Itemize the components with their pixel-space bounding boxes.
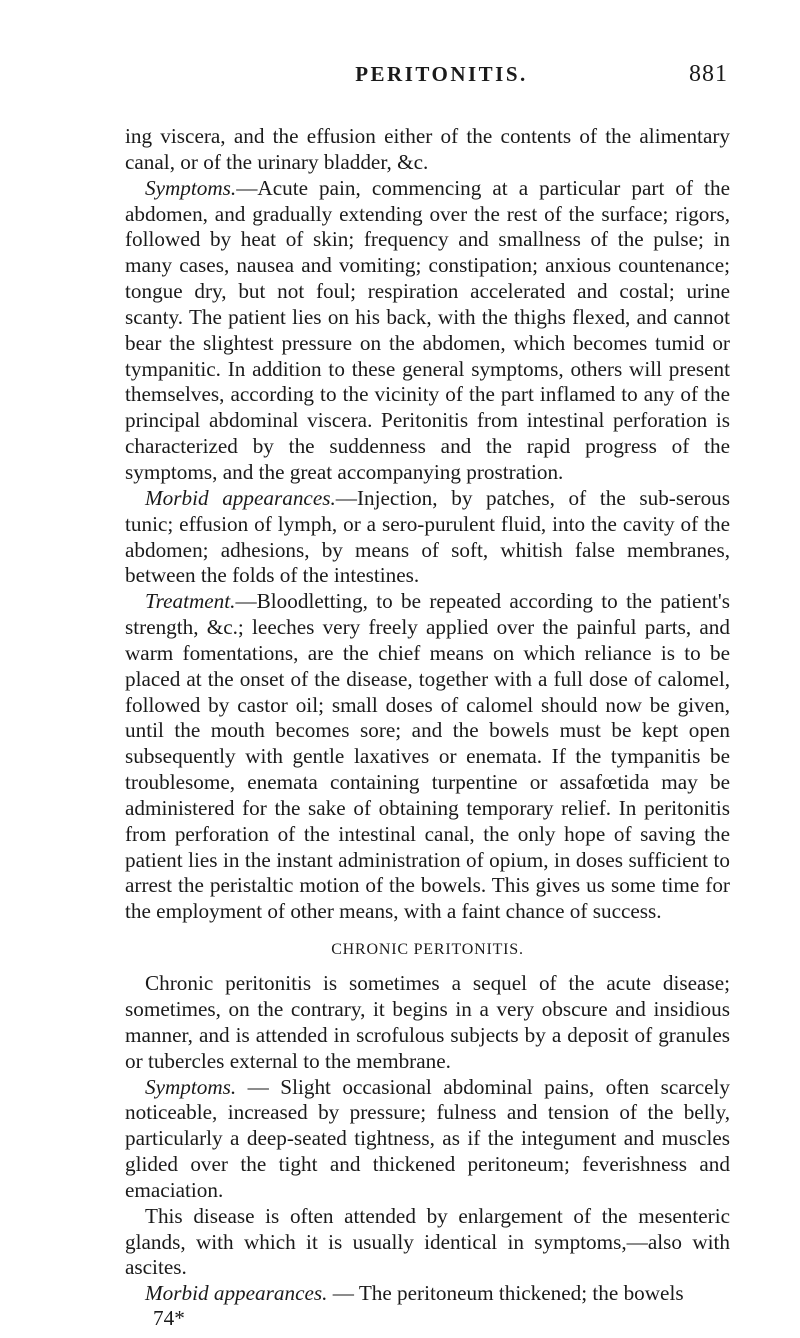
- acute-symptoms-label: Symptoms.: [145, 175, 237, 200]
- chronic-intro-text: Chronic peritonitis is sometimes a sequel of the acute disease; sometimes, on the contrary, it begins in a very obscure and insidious manner, and is attended in scrofulous subjects by a deposit of granules or tubercles external to the membrane.: [125, 971, 730, 1073]
- signature-mark: 74*: [153, 1306, 185, 1331]
- chronic-morbid-text: — The peritoneum thickened; the bowels: [327, 1281, 684, 1306]
- chronic-mesenteric-paragraph: [125, 1204, 730, 1282]
- intro-text: ing viscera, and the effusion either of the contents of the alimentary canal, or of the urinary bladder, &c.: [125, 124, 730, 174]
- chronic-morbid-label: Morbid appearances.: [145, 1281, 328, 1306]
- body-text: [125, 124, 730, 1329]
- chronic-mesenteric-text: This disease is often attended by enlargement of the mesenteric glands, with which it is usually identical in symptoms,—also with ascites.: [125, 1203, 730, 1280]
- chronic-intro-paragraph: [125, 971, 730, 1074]
- acute-treatment-text: —Bloodletting, to be repeated according to the patient's strength, &c.; leeches very freely applied over the painful parts, and warm fomentations, are the chief means on which reliance is to be placed at the onset of the disease, together with a full dose of calomel, followed by castor oil; small doses of calomel should now be given, until the mouth becomes sore; and the bowels must be kept open subsequently with gentle laxatives or enemata. If the tympanitis be troublesome, enemata containing turpentine or assafœtida may be administered for the sake of obtaining temporary relief. In peritonitis from perforation of the intestinal canal, the only hope of saving the patient lies in the instant administration of opium, in doses sufficient to arrest the peristaltic motion of the bowels. This gives us some time for the employment of other means, with a faint chance of success.: [125, 589, 730, 924]
- page-number: 881: [689, 61, 728, 87]
- running-head: [125, 62, 728, 92]
- intro-paragraph: [125, 124, 730, 176]
- acute-morbid-paragraph: [125, 486, 730, 589]
- running-title: PERITONITIS.: [355, 62, 528, 86]
- acute-symptoms-text: —Acute pain, commencing at a particular part of the abdomen, and gradually extending over the rest of the surface; rigors, followed by heat of skin; frequency and smallness of the pulse; in many cases, nausea and vomiting; constipation; anxious countenance; tongue dry, but not foul; respiration accelerated and costal; urine scanty. The patient lies on his back, with the thighs flexed, and cannot bear the slightest pressure on the abdomen, which becomes tumid or tympanitic. In addition to these general symptoms, others will present themselves, according to the vicinity of the part inflamed to any of the principal abdominal viscera. Peritonitis from intestinal perforation is characterized by the suddenness and the rapid progress of the symptoms, and the great accompanying prostration.: [125, 175, 730, 484]
- acute-symptoms-paragraph: [125, 176, 730, 486]
- acute-treatment-paragraph: [125, 589, 730, 925]
- acute-morbid-text: —Injection, by patches, of the sub-serous tunic; effusion of lymph, or a sero-purulent fluid, into the cavity of the abdomen; adhesions, by means of soft, whitish false membranes, between the folds of the intestines.: [125, 485, 731, 588]
- acute-treatment-label: Treatment.: [145, 589, 236, 614]
- acute-morbid-label: Morbid appearances.: [145, 485, 336, 510]
- chronic-symptoms-paragraph: [125, 1075, 730, 1204]
- chronic-section-heading: CHRONIC PERITONITIS.: [331, 941, 524, 959]
- chronic-symptoms-label: Symptoms.: [145, 1074, 237, 1099]
- chronic-morbid-paragraph: [125, 1281, 730, 1307]
- chronic-symptoms-text: — Slight occasional abdominal pains, often scarcely noticeable, increased by pressure; fulness and tension of the belly, particularly a deep-seated tightness, as if the integument and muscles glided over the tight and thickened peritoneum; feverishness and emaciation.: [125, 1074, 730, 1202]
